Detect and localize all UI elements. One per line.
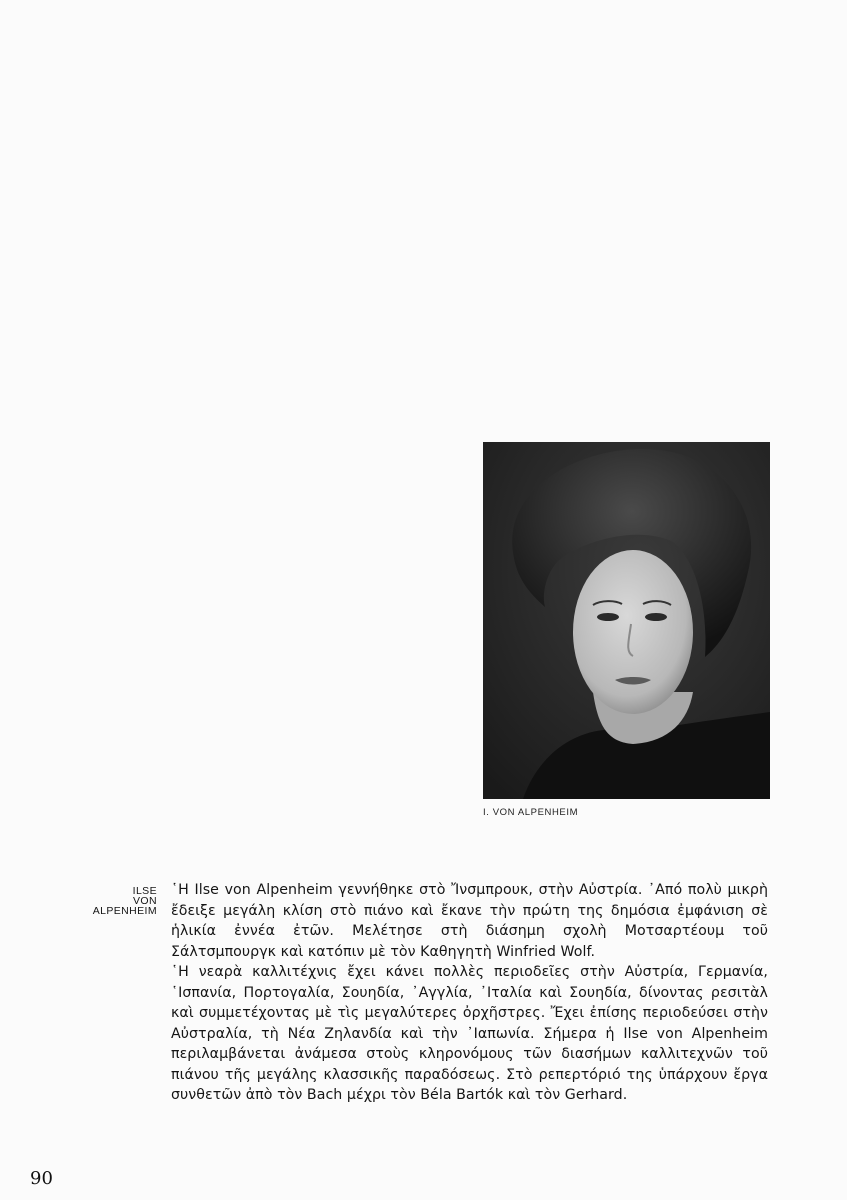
biography-text <box>171 880 768 1106</box>
side-label-line: VON <box>133 895 157 907</box>
paragraph: ῾Η Ilse von Alpenheim γεννήθηκε στὸ Ἴνσμπρουκ, στὴν Αὐστρία. ᾿Από πολὺ μικρὴ ἔδειξε μεγάλη κλίση στὸ πιάνο καὶ ἔκανε τὴν πρώτη της δημόσια ἐμφάνιση σὲ ἡλικία ἐννέα ἐτῶν. Μελέτησε στὴ διάσημη σχολὴ Μοτσαρτέουμ τοῦ Σάλτσμπουργκ καὶ κατόπιν μὲ τὸν Καθηγητὴ Winfried Wolf. <box>171 882 768 960</box>
side-label-line: ALPENHEIM <box>92 905 157 917</box>
portrait-photo <box>483 442 770 799</box>
paragraph: ῾Η νεαρὰ καλλιτέχνις ἔχει κάνει πολλὲς περιοδεῖες στὴν Αὐστρία, Γερμανία, ῾Ισπανία, Πορτογαλία, Σουηδία, ᾿Αγγλία, ᾿Ιταλία καὶ Σουηδία, δίνοντας ρεσιτὰλ καὶ συμμετέχοντας μὲ τὶς μεγαλύτερες ὀρχῆστρες. Ἔχει ἐπίσης περιοδεύσει στὴν Αὐστραλία, τὴ Νέα Ζηλανδία καὶ τὴν ᾿Ιαπωνία. Σήμερα ἡ Ilse von Alpenheim περιλαμβάνεται ἀνάμεσα στοὺς κληρονόμους τῶν διασήμων καλλιτεχνῶν τοῦ πιάνου τῆς μεγάλης κλασσικῆς παραδόσεως. Στὸ ρεπερτόριό της ὑπάρχουν ἔργα συνθετῶν ἀπὸ τὸν Bach μέχρι τὸν Béla Bartók καὶ τὸν Gerhard. <box>171 964 768 1103</box>
side-label <box>93 886 157 916</box>
side-label-line: ILSE <box>132 885 157 897</box>
page-number: 90 <box>30 1168 53 1189</box>
photo-caption: I. VON ALPENHEIM <box>483 807 579 818</box>
